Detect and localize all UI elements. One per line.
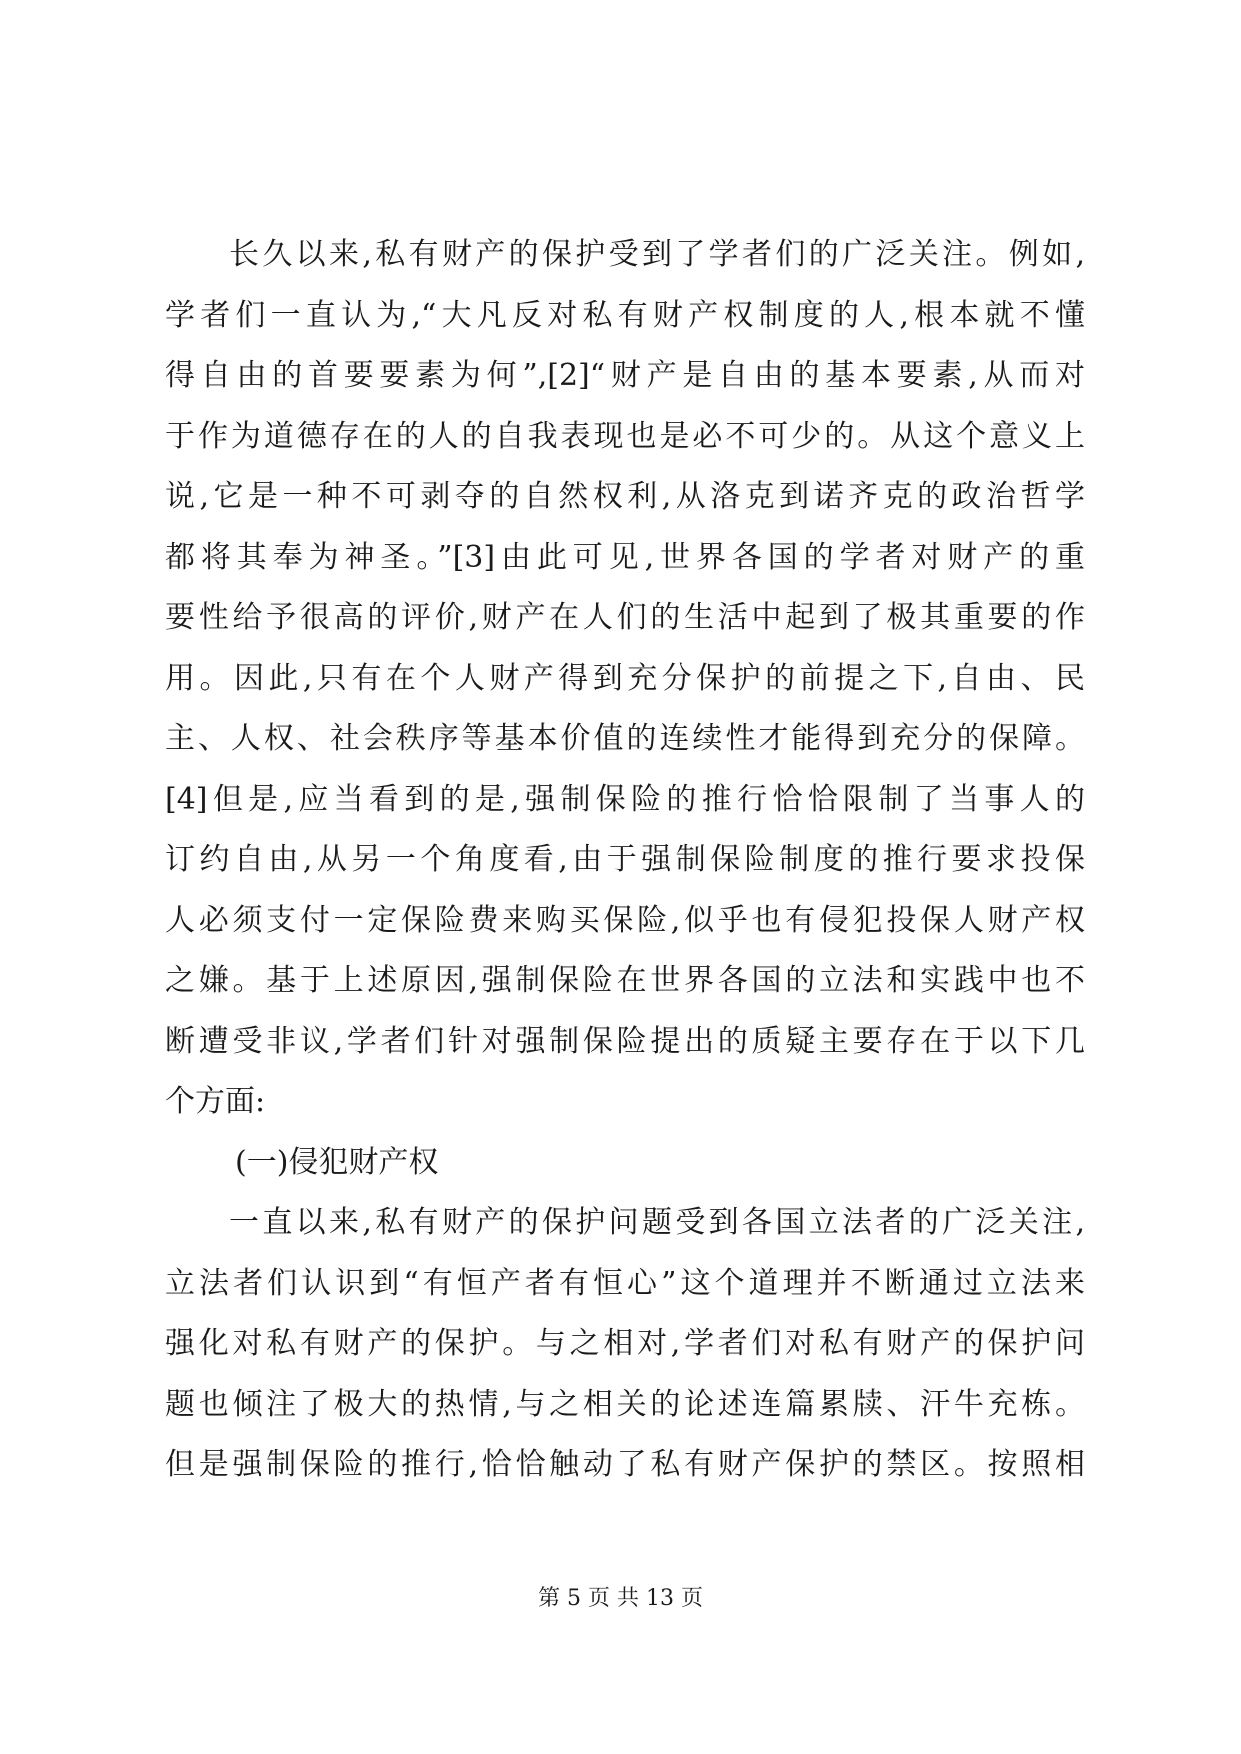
- paragraph-line: 主、人权、社会秩序等基本价值的连续性才能得到充分的保障。: [165, 721, 1085, 756]
- body-text: [165, 225, 1085, 1496]
- paragraph-line: 用。因此,只有在个人财产得到充分保护的前提之下,自由、民: [165, 660, 1085, 696]
- paragraph-line: 学者们一直认为,“大凡反对私有财产权制度的人,根本就不懂: [165, 297, 1085, 333]
- paragraph-1: [165, 225, 1085, 1133]
- paragraph-2: [165, 1193, 1085, 1496]
- paragraph-line: 但是强制保险的推行,恰恰触动了私有财产保护的禁区。按照相: [165, 1447, 1085, 1482]
- paragraph-line: 长久以来,私有财产的保护受到了学者们的广泛关注。例如,: [229, 237, 1085, 272]
- paragraph-line: 立法者们认识到“有恒产者有恒心”这个道理并不断通过立法来: [165, 1265, 1085, 1301]
- paragraph-line: 个方面:: [165, 1084, 266, 1119]
- page-footer: [0, 1584, 1241, 1614]
- paragraph-line: 题也倾注了极大的热情,与之相关的论述连篇累牍、汗牛充栋。: [165, 1386, 1085, 1422]
- paragraph-line: 要性给予很高的评价,财产在人们的生活中起到了极其重要的作: [165, 600, 1085, 635]
- paragraph-line: 都将其奉为神圣。”[3]由此可见,世界各国的学者对财产的重: [165, 539, 1085, 575]
- paragraph-line: 之嫌。基于上述原因,强制保险在世界各国的立法和实践中也不: [165, 963, 1085, 998]
- paragraph-line: 说,它是一种不可剥夺的自然权利,从洛克到诺齐克的政治哲学: [165, 479, 1085, 514]
- paragraph-line: 断遭受非议,学者们针对强制保险提出的质疑主要存在于以下几: [165, 1023, 1085, 1059]
- paragraph-line: 订约自由,从另一个角度看,由于强制保险制度的推行要求投保: [165, 842, 1085, 877]
- section-heading: (一)侵犯财产权: [235, 1144, 439, 1180]
- paragraph-line: 强化对私有财产的保护。与之相对,学者们对私有财产的保护问: [165, 1326, 1085, 1361]
- page-number: 第 5 页 共 13 页: [538, 1586, 703, 1611]
- paragraph-line: 一直以来,私有财产的保护问题受到各国立法者的广泛关注,: [229, 1205, 1085, 1240]
- paragraph-line: 得自由的首要要素为何”,[2]“财产是自由的基本要素,从而对: [165, 358, 1085, 393]
- paragraph-line: 于作为道德存在的人的自我表现也是必不可少的。从这个意义上: [165, 418, 1085, 454]
- paragraph-line: 人必须支付一定保险费来购买保险,似乎也有侵犯投保人财产权: [165, 902, 1085, 938]
- paragraph-line: [4]但是,应当看到的是,强制保险的推行恰恰限制了当事人的: [165, 781, 1085, 817]
